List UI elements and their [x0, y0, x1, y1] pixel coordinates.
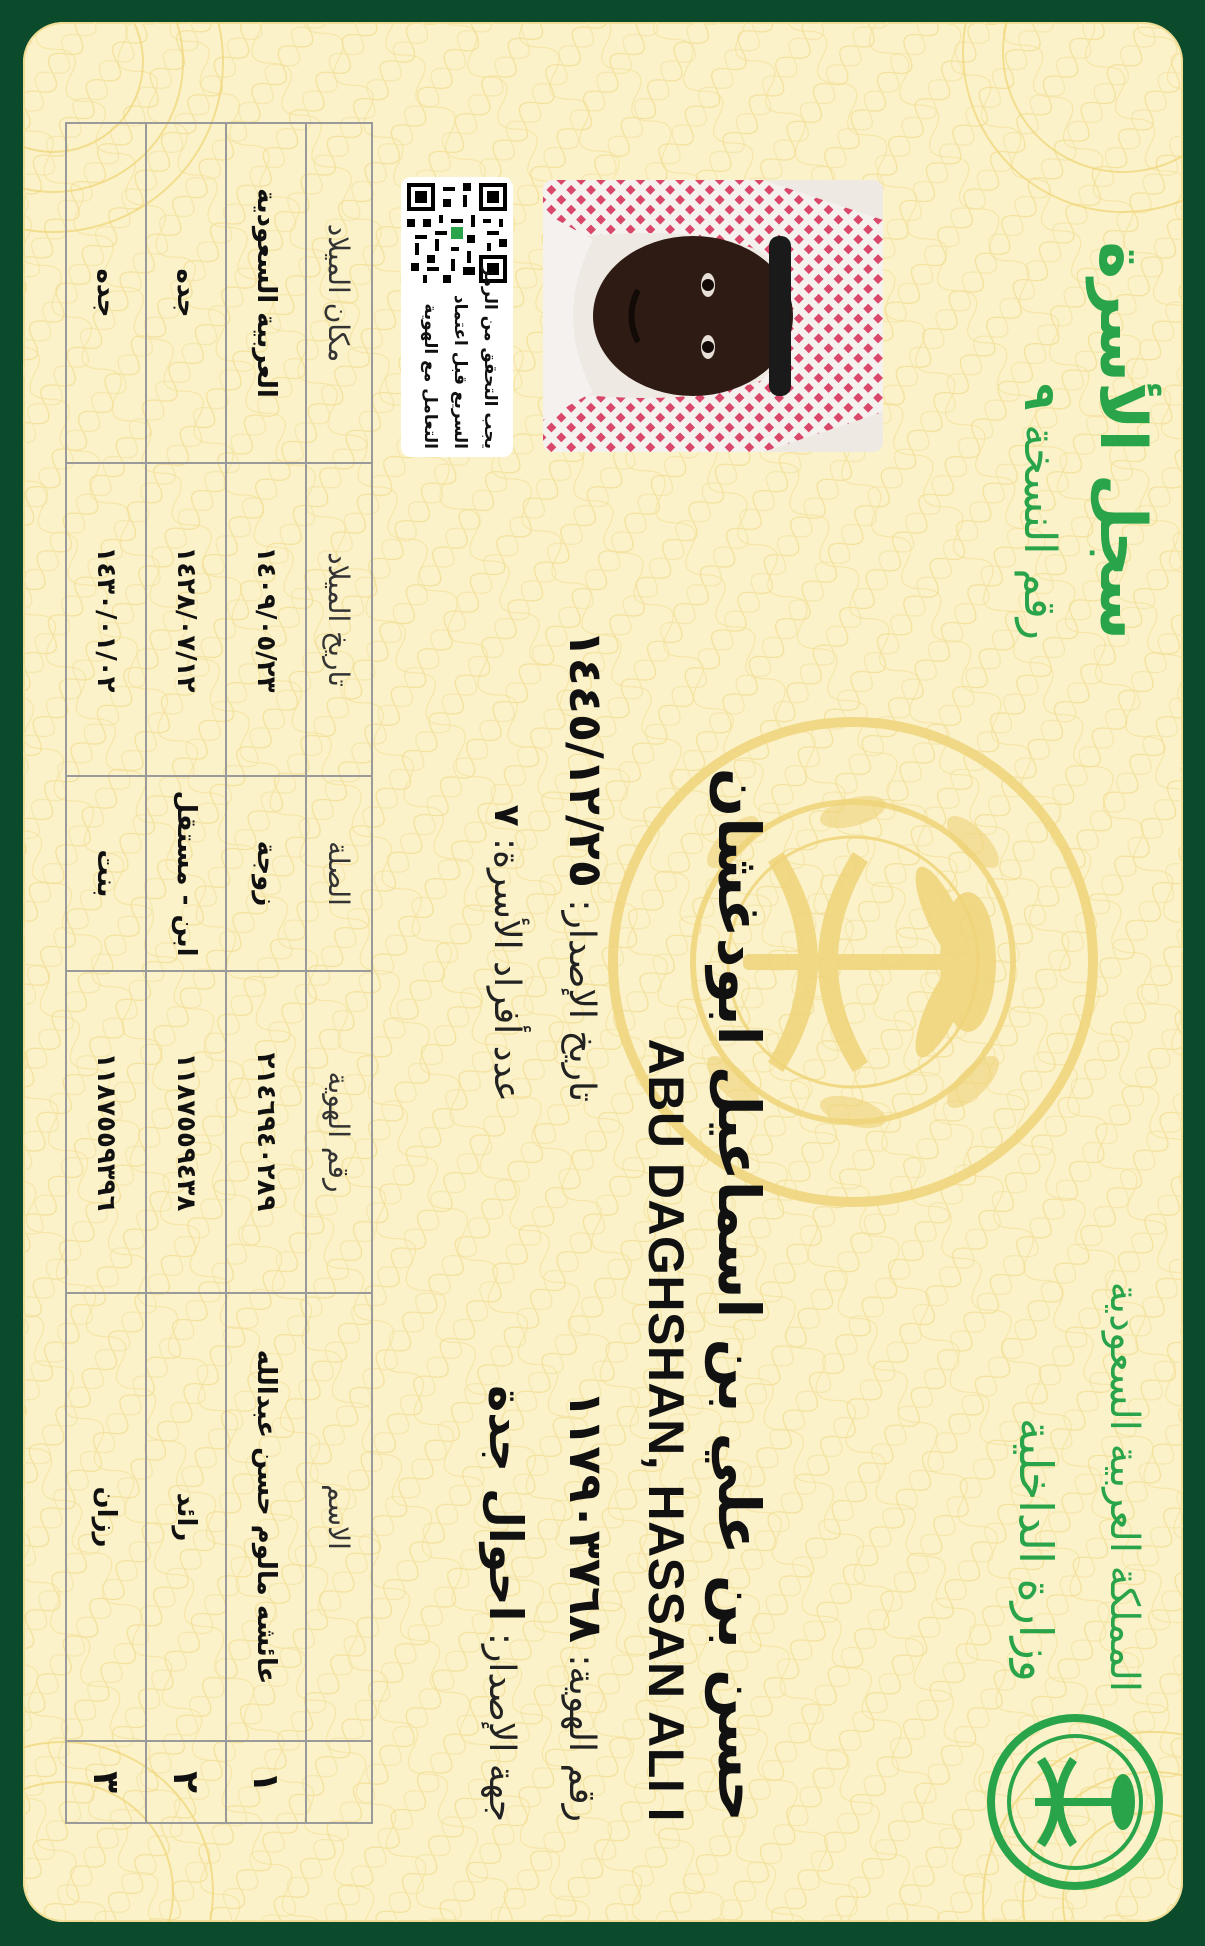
issuer-value: احوال جدة: [479, 1385, 533, 1622]
holder-photo: [543, 180, 883, 452]
kingdom-name: المملكة العربية السعودية: [1101, 1281, 1147, 1692]
issue-date-line: [559, 582, 613, 1102]
document-title: سجل الأسرة: [1085, 241, 1159, 640]
members-count-line: [486, 662, 527, 1102]
members-count-label: عدد أفراد الأسرة:: [486, 838, 527, 1102]
cell-birth-date: ١٤٢٨/٠٧/١٢: [146, 463, 226, 776]
copy-number-label: رقم النسخة: [1014, 424, 1065, 640]
cell-birth-date: ١٤٠٩/٠٥/٢٣: [226, 463, 306, 776]
holder-id-label: رقم الهوية:: [561, 1654, 602, 1822]
holder-name-arabic: حسن بن علي بن اسماعيل ابودغشان: [705, 767, 773, 1822]
copy-number-line: [1014, 80, 1065, 640]
column-header-birth-date: تاريخ الميلاد: [306, 463, 372, 776]
column-header-relation: الصلة: [306, 776, 372, 971]
qr-note-line-1: يجب التحقق من الرمز: [480, 265, 500, 449]
family-register-card: [23, 22, 1183, 1922]
cell-name: رائد: [146, 1293, 226, 1741]
holder-id-number: ١١٧٩٠٣٧٦٨: [559, 1390, 613, 1643]
emblem-logo-icon: [985, 1712, 1165, 1892]
cell-index: ١: [226, 1741, 306, 1823]
cell-birth-place: جده: [66, 123, 146, 463]
table-row: [226, 123, 306, 1823]
issuer-label: جهة الإصدار:: [481, 1632, 522, 1822]
holder-name-english: ABU DAGHSHAN, HASSAN ALI I: [638, 1038, 694, 1822]
cell-relation: بنت: [66, 776, 146, 971]
cell-index: ٣: [66, 1741, 146, 1823]
cell-birth-date: ١٤٣٠/٠١/٠٢: [66, 463, 146, 776]
column-header-index: [306, 1741, 372, 1823]
issue-date-value: ١٤٤٥/١٢/٢٥: [559, 629, 613, 888]
cell-id: ١١٨٧٥٥٩٤٣٨: [146, 971, 226, 1293]
cell-name: رزان: [66, 1293, 146, 1741]
family-members-table: [65, 122, 373, 1824]
cell-birth-place: جده: [146, 123, 226, 463]
table-row: [66, 123, 146, 1823]
holder-id-line: [559, 1122, 613, 1822]
column-header-birth-place: مكان الميلاد: [306, 123, 372, 463]
copy-number-value: ٩: [1014, 383, 1065, 411]
qr-verification-box: [401, 177, 513, 457]
cell-birth-place: العربية السعودية: [226, 123, 306, 463]
issue-date-label: تاريخ الإصدار:: [561, 899, 602, 1102]
members-count-value: ٧: [486, 804, 527, 827]
table-row: [146, 123, 226, 1823]
column-header-id: رقم الهوية: [306, 971, 372, 1293]
qr-note: [415, 265, 505, 449]
cell-id: ١١٨٧٥٥٩٣٩٦: [66, 971, 146, 1293]
cell-index: ٢: [146, 1741, 226, 1823]
cell-name: عائشه مالوم حسن عبدالله: [226, 1293, 306, 1741]
cell-relation: ابن - مستقل: [146, 776, 226, 971]
cell-id: ٢١٤٦٩٤٠٢٨٩: [226, 971, 306, 1293]
qr-note-line-3: التعامل مع الهوية: [420, 303, 440, 449]
qr-note-line-2: السريع قبل اعتماد: [450, 294, 470, 449]
table-header-row: [306, 123, 372, 1823]
cell-relation: زوجة: [226, 776, 306, 971]
ministry-name: وزارة الداخلية: [1009, 1417, 1063, 1682]
column-header-name: الاسم: [306, 1293, 372, 1741]
issuer-line: [479, 1122, 533, 1822]
